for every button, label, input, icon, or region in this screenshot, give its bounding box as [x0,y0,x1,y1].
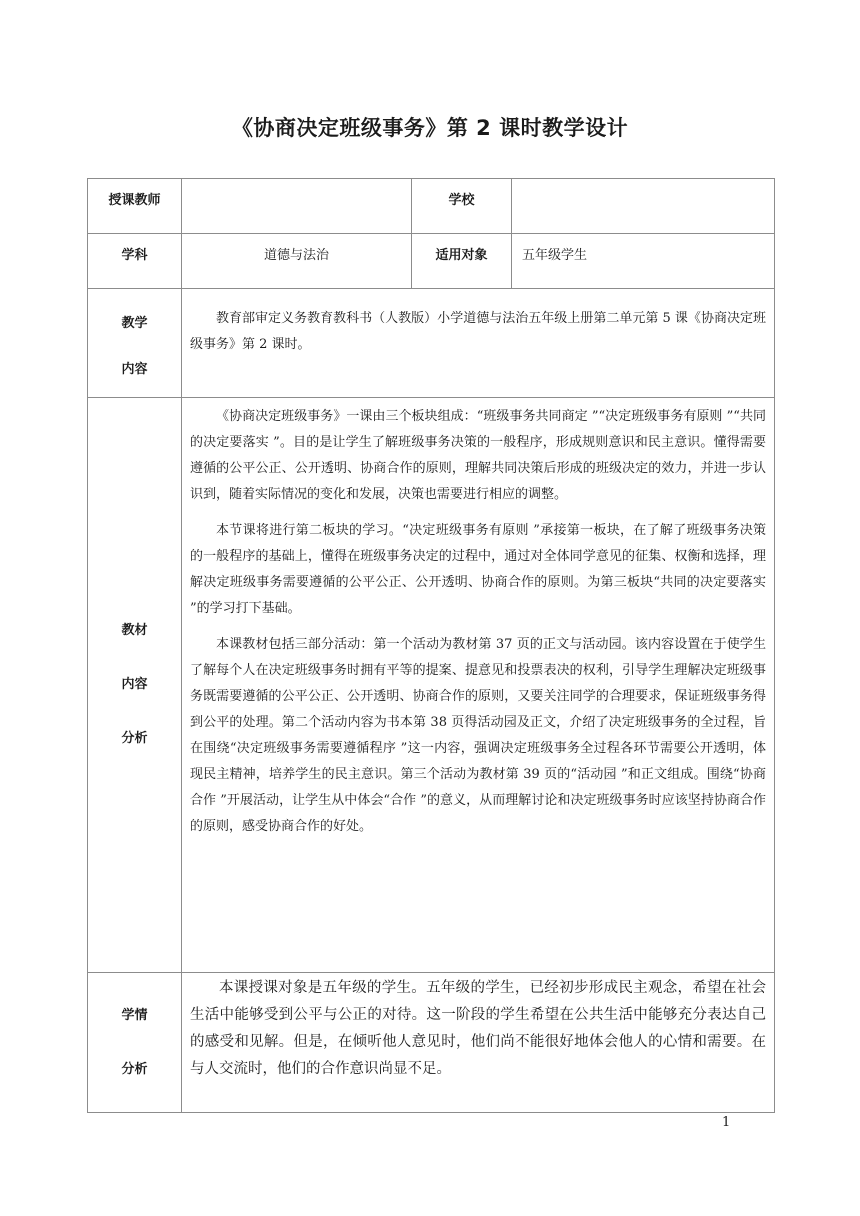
student-analysis-label [88,973,182,1113]
teaching-content-text: 教育部审定义务教育教科书（人教版）小学道德与法治五年级上册第二单元第 5 课《协商决定班级事务》第 2 课时。 [190,311,766,352]
material-analysis-label-line-3: 分析 [121,731,148,746]
material-analysis-paragraph-2: 本节课将进行第二板块的学习。“决定班级事务有原则 ”承接第一板块，在了解了班级事务决策的一般程序的基础上，懂得在班级事务决定的过程中，通过对全体同学意见的征集、权衡和选择，理解决定班级事务需要遵循的公平公正、公开透明、协商合作的原则。为第三板块“共同的决定要落实 ”的学习打下基础。 [190,523,766,616]
teaching-content-label [88,289,182,398]
teacher-value [182,179,412,234]
student-analysis-label-line-2: 分析 [121,1061,148,1077]
page-number: 1 [722,1115,731,1130]
material-analysis-paragraph-1: 《协商决定班级事务》一课由三个板块组成：“班级事务共同商定 ”“决定班级事务有原则 ”“共同的决定要落实 ”。目的是让学生了解班级事务决策的一般程序，形成规则意识和民主意识。懂得需要遵循的公平公正、公开透明、协商合作的原则，理解共同决策后形成的班级决定的效力，并进一步认识到，随着实际情况的变化和发展，决策也需要进行相应的调整。 [190,409,766,502]
student-analysis-label-line-1: 学情 [121,1007,148,1023]
material-analysis-label-line-1: 教材 [121,623,148,638]
material-analysis-paragraph-3: 本课教材包括三部分活动：第一个活动为教材第 37 页的正文与活动园。该内容设置在于使学生了解每个人在决定班级事务时拥有平等的提案、提意见和投票表决的权利，引导学生理解决定班级事务既需要遵循的公平公正、公开透明、协商合作的原则，又要关注同学的合理要求，保证班级事务得到公平的处理。第二个活动内容为书本第 38 页得活动园及正文，介绍了决定班级事务的全过程，旨在围绕“决定班级事务需要遵循程序 ”这一内容，强调决定班级事务全过程各环节需要公开透明，体现民主精神，培养学生的民主意识。第三个活动为教材第 39 页的“活动园 ”和正文组成。围绕“协商合作 ”开展活动，让学生从中体会“合作 ”的意义，从而理解讨论和决定班级事务时应该坚持协商合作的原则，感受协商合作的好处。 [190,637,766,834]
audience-value: 五年级学生 [512,234,775,289]
teaching-content-cell [182,289,775,398]
school-label: 学校 [412,179,512,234]
student-analysis-cell [182,973,775,1113]
audience-label: 适用对象 [412,234,512,289]
lesson-plan-table [87,178,775,1113]
student-analysis-text: 本课授课对象是五年级的学生。五年级的学生，已经初步形成民主观念，希望在社会生活中能够受到公平与公正的对待。这一阶段的学生希望在公共生活中能够充分表达自己的感受和见解。但是，在倾听他人意见时，他们尚不能很好地体会他人的心情和需要。在与人交流时，他们的合作意识尚显不足。 [190,980,766,1077]
teaching-content-label-line-1: 教学 [121,316,148,331]
subject-value: 道德与法治 [182,234,412,289]
subject-label: 学科 [88,234,182,289]
row-student-analysis [88,973,775,1113]
material-analysis-cell [182,398,775,973]
material-analysis-label-line-2: 内容 [121,677,148,692]
document-title: 《协商决定班级事务》第 2 课时教学设计 [231,116,629,140]
teaching-content-label-line-2: 内容 [121,362,148,377]
row-subject [88,234,775,289]
row-material-analysis [88,398,775,973]
teacher-label: 授课教师 [88,179,182,234]
school-value [512,179,775,234]
material-analysis-label [88,398,182,973]
row-teacher [88,179,775,234]
row-teaching-content [88,289,775,398]
